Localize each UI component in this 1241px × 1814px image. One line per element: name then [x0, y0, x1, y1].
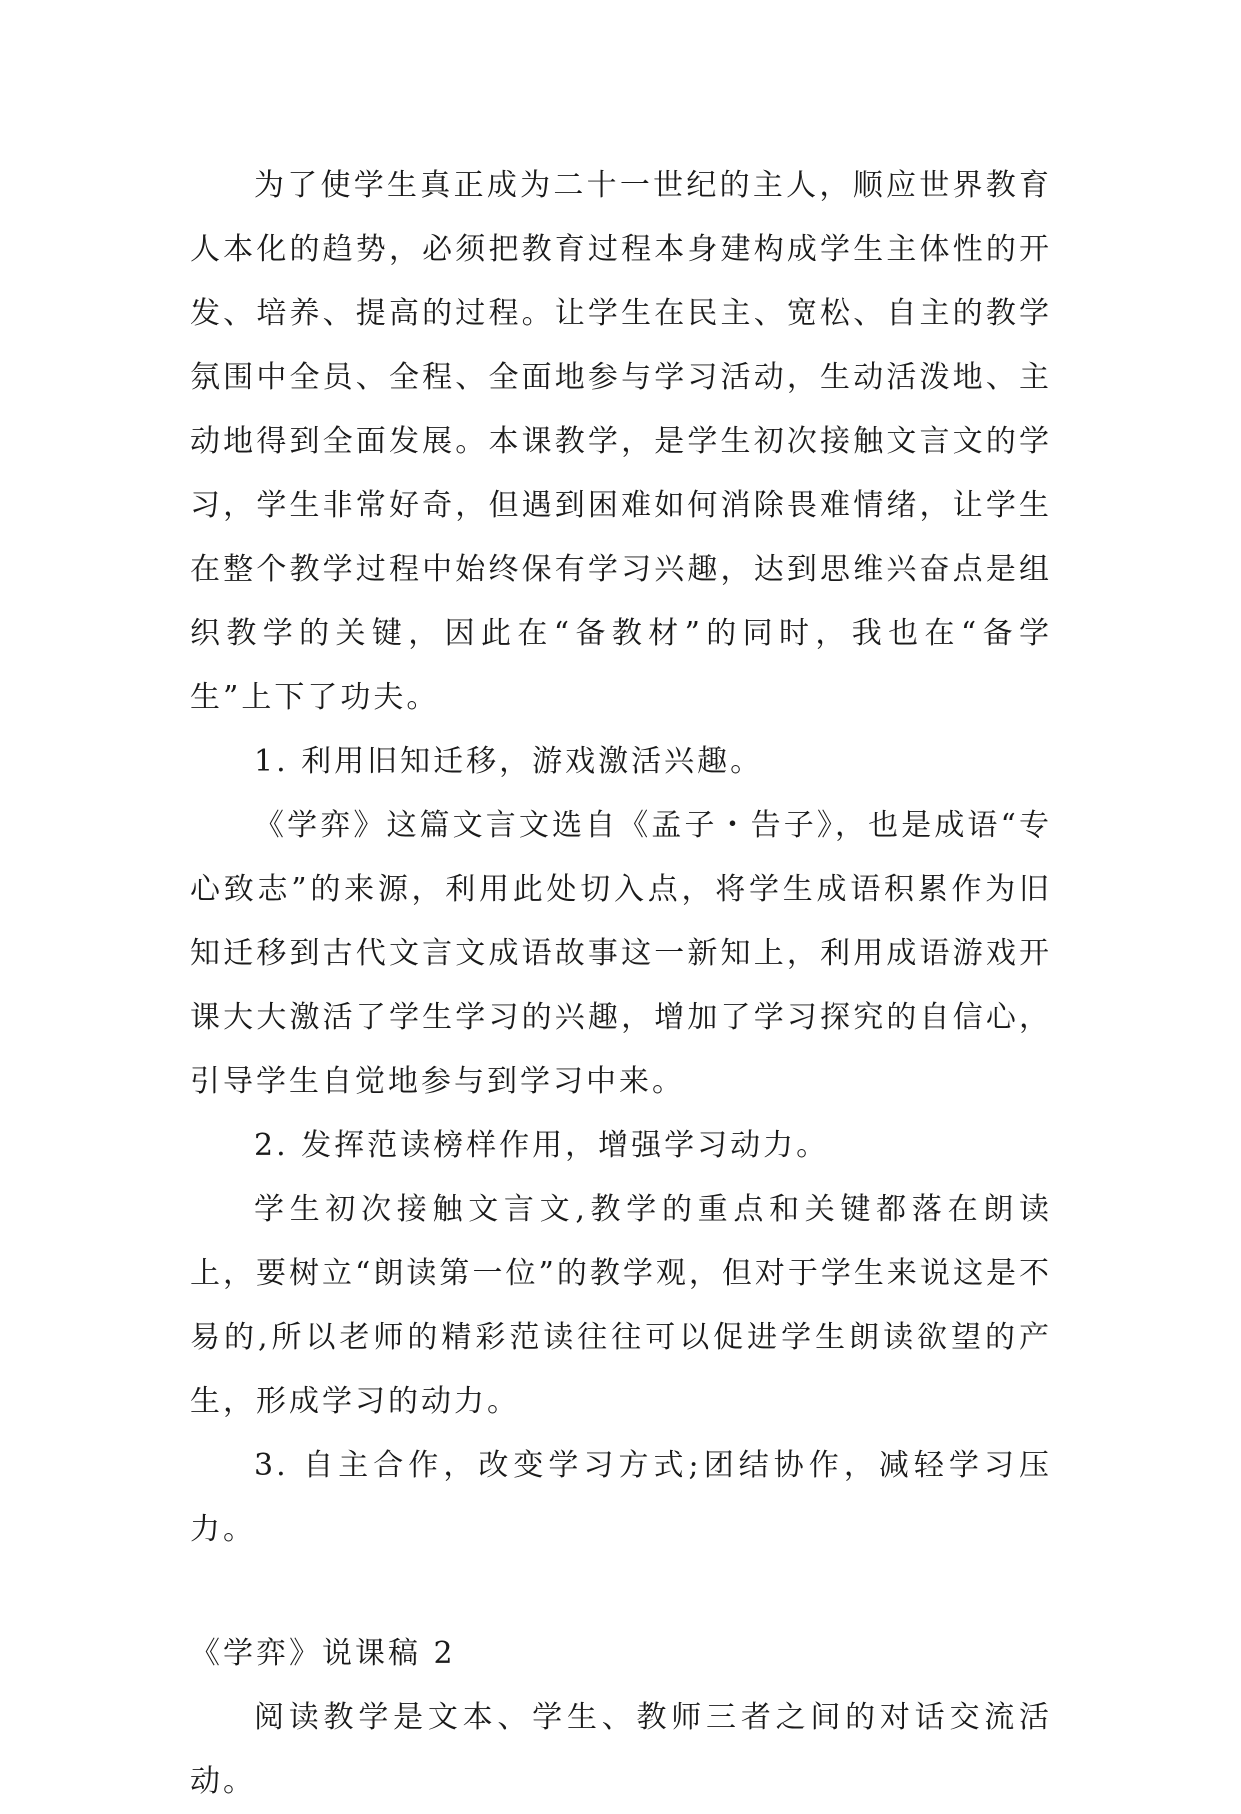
section-paragraph: 阅读教学是文本、学生、教师三者之间的对话交流活动。 [190, 1700, 1052, 1799]
paragraph-intro: 为了使学生真正成为二十一世纪的主人，顺应世界教育人本化的趋势，必须把教育过程本身建构成学生主体性的开发、培养、提高的过程。让学生在民主、宽松、自主的教学氛围中全员、全程、全面地参与学习活动，生动活泼地、主动地得到全面发展。本课教学，是学生初次接触文言文的学习，学生非常好奇，但遇到困难如何消除畏难情绪，让学生在整个教学过程中始终保有学习兴趣，达到思维兴奋点是组织教学的关键，因此在“备教材”的同时，我也在“备学生”上下了功夫。 [190, 168, 1052, 715]
paragraph-point-3: 3. 自主合作，改变学习方式;团结协作，减轻学习压力。 [190, 1448, 1052, 1547]
document-body [190, 154, 1052, 1814]
paragraph-point-1-detail: 《学弈》这篇文言文选自《孟子・告子》，也是成语“专心致志”的来源，利用此处切入点，将学生成语积累作为旧知迁移到古代文言文成语故事这一新知上，利用成语游戏开课大大激活了学生学习的兴趣，增加了学习探究的自信心，引导学生自觉地参与到学习中来。 [190, 808, 1052, 1099]
paragraph-point-2-detail: 学生初次接触文言文,教学的重点和关键都落在朗读上，要树立“朗读第一位”的教学观，但对于学生来说这是不易的,所以老师的精彩范读往往可以促进学生朗读欲望的产生，形成学习的动力。 [190, 1192, 1052, 1419]
paragraph-point-2: 2. 发挥范读榜样作用，增强学习动力。 [254, 1128, 830, 1163]
section-title: 《学弈》说课稿 2 [190, 1636, 456, 1671]
paragraph-point-1: 1. 利用旧知迁移，游戏激活兴趣。 [254, 744, 764, 779]
